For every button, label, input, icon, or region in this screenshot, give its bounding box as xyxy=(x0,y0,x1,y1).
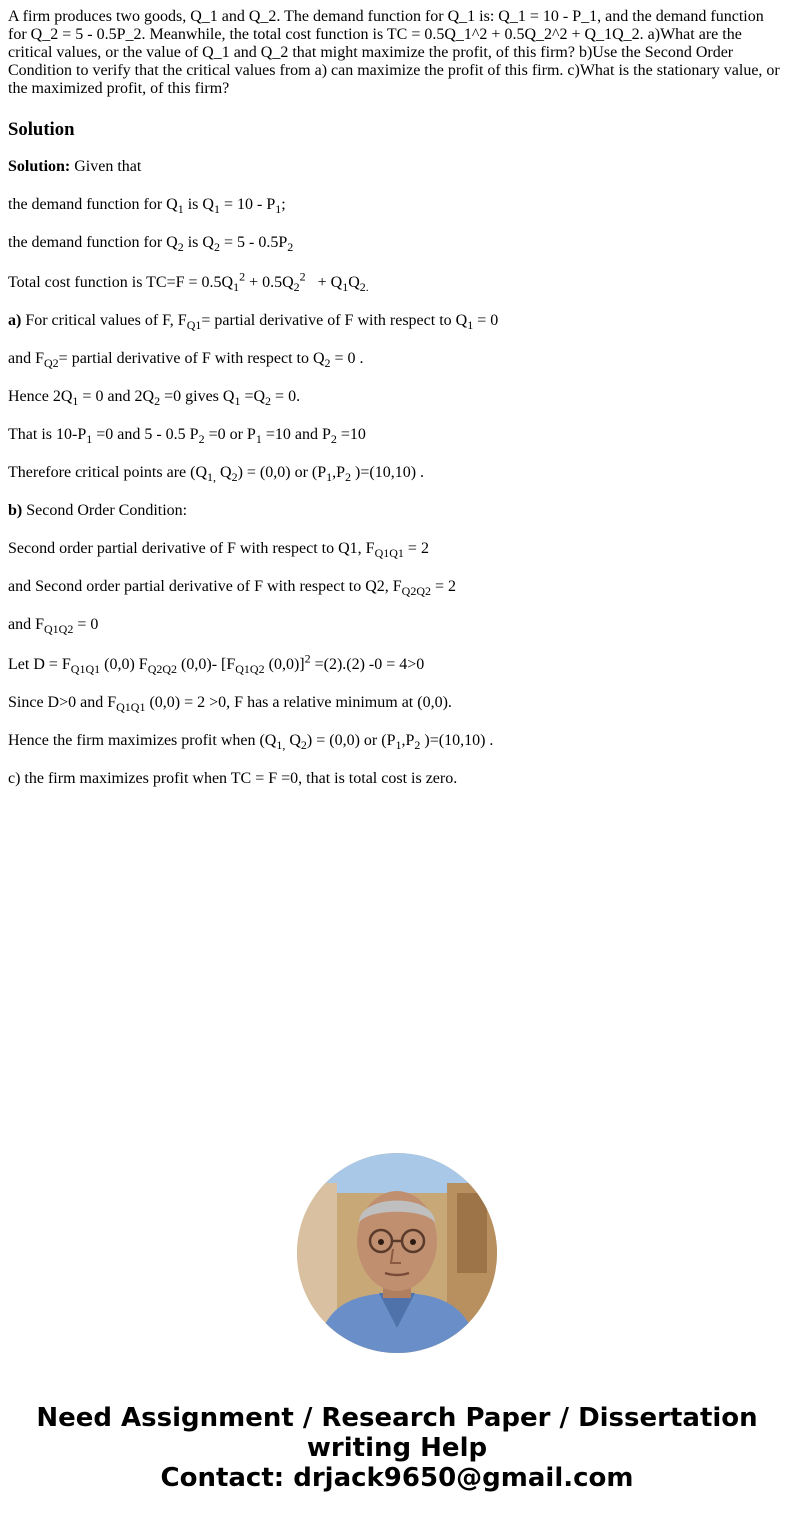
fq2-line: and $F_{Q2}=$ partial derivative of F with respect to $Q_2 = 0$ . xyxy=(8,350,364,371)
banner-line-1: Need Assignment / Research Paper / Dissertation xyxy=(36,1403,758,1433)
total-cost-line: Total cost function is $TC=F = 0.5Q_1^2 + 0.5Q_2^2 + Q_1Q_{2.}$ xyxy=(8,269,369,295)
banner-contact-line: Contact: drjack9650@gmail.com xyxy=(160,1463,634,1493)
solution-body xyxy=(8,156,786,790)
fq1q2-line: and $F_{Q1Q2} = 0$ xyxy=(8,616,99,637)
solution-intro: Solution: Given that xyxy=(8,158,142,175)
avatar xyxy=(297,1153,497,1353)
portrait-image xyxy=(297,1153,497,1353)
solution-heading: Solution xyxy=(8,119,75,140)
hence-line: Hence $2Q_1 = 0$ and $2Q_2 =0$ gives $Q_1 =Q_2 = 0$. xyxy=(8,388,301,409)
that-is-line: That is $10-P_1 =0$ and 5 - 0.5 $P_2 =0$ or $P_1 =10$ and $P_2 =10$ xyxy=(8,426,366,447)
part-b-line: b) Second Order Condition: xyxy=(8,502,188,519)
contact-banner xyxy=(0,1403,794,1493)
fq2q2-line: and Second order partial derivative of F with respect to Q2, $F_{Q2Q2} = 2$ xyxy=(8,578,457,599)
critical-points-line: Therefore critical points are ($Q_{1,}$ $Q_2) = (0,0)$ or ($P_1,P_2$ )=(10,10) . xyxy=(8,464,425,485)
demand-q2-line: the demand function for $Q_2$ is $Q_2 = 5 - 0.5P_2$ xyxy=(8,234,294,255)
fq1q1-line: Second order partial derivative of F with respect to Q1, $F_{Q1Q1} = 2$ xyxy=(8,540,429,561)
demand-q1-line: the demand function for $Q_1$ is $Q_1 = 10 - P_1$; xyxy=(8,196,286,217)
part-c-line: c) the firm maximizes profit when TC = F =0, that is total cost is zero. xyxy=(8,770,458,787)
part-a-line: a) For critical values of F, $F_{Q1}=$ partial derivative of F with respect to $Q_1 = 0$ xyxy=(8,312,499,333)
since-line: Since D>0 and $F_{Q1Q1}$ (0,0) = 2 >0, F has a relative minimum at (0,0). xyxy=(8,694,452,715)
determinant-line: Let $D = F_{Q1Q1}$ (0,0) $F_{Q2Q2}$ (0,0)- [$F_{Q1Q2}$ (0,0)]$^2$ =(2).(2) -0 = 4>0 xyxy=(8,651,425,677)
maximizes-line: Hence the firm maximizes profit when ($Q_{1,}$ $Q_2) = (0,0)$ or ($P_1,P_2$ )=(10,10) . xyxy=(8,732,494,753)
banner-line-2: writing Help xyxy=(306,1433,488,1463)
question-text: A firm produces two goods, Q_1 and Q_2. The demand function for Q_1 is: Q_1 = 10 - P_1, and the demand function for Q_2 = 5 - 0.5P_2. Meanwhile, the total cost function is TC = 0.5Q_1^2 + 0.5Q_2^2 + Q_1Q_2. a)What are the critical values, or the value of Q_1 and Q_2 that might maximize the profit, of this firm? b)Use the Second Order Condition to verify that the critical values from a) can maximize the profit of this firm. c)What is the stationary value, or the maximized profit, of this firm? xyxy=(8,8,780,97)
